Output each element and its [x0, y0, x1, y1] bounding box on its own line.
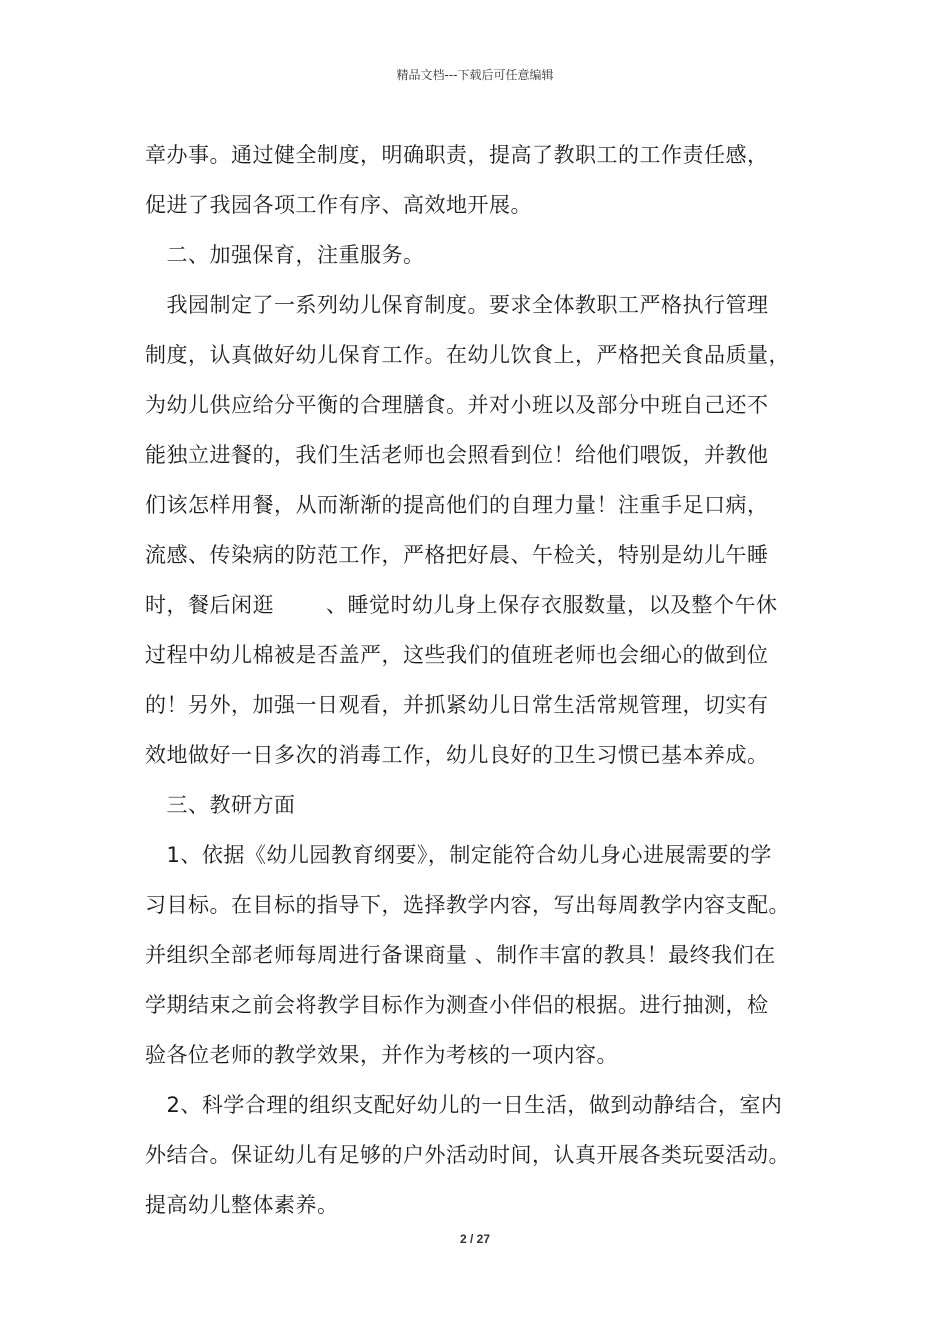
text-segment: 时，餐后闲逛: [145, 593, 274, 617]
text-line: 验各位老师的教学效果，并作为考核的一项内容。: [145, 1043, 618, 1067]
text-line: 效地做好一日多次的消毒工作，幼儿良好的卫生习惯已基本养成。: [145, 743, 769, 767]
text-line: 提高幼儿整体素养。: [145, 1193, 339, 1217]
text-line: 的！另外，加强一日观看，并抓紧幼儿日常生活常规管理，切实有: [145, 693, 769, 717]
text-line: 学期结束之前会将教学目标作为测查小伴侣的根据。进行抽测，检: [145, 993, 769, 1017]
text-line: 制度，认真做好幼儿保育工作。在幼儿饮食上，严格把关食品质量，: [145, 343, 790, 367]
text-line: 们该怎样用餐，从而渐渐的提高他们的自理力量！注重手足口病，: [145, 493, 769, 517]
page-header: 精品文档---下载后可任意编辑: [396, 68, 554, 82]
page-number: 2 / 27: [459, 1232, 491, 1246]
section-heading: 三、教研方面: [145, 793, 296, 817]
document-body: [145, 130, 825, 1230]
text-line: [145, 580, 825, 630]
section-heading: 二、加强保育，注重服务。: [145, 243, 425, 267]
text-line: 流感、传染病的防范工作，严格把好晨、午检关，特别是幼儿午睡: [145, 543, 769, 567]
text-line: 1、依据《幼儿园教育纲要》，制定能符合幼儿身心进展需要的学: [145, 843, 772, 867]
text-line: 我园制定了一系列幼儿保育制度。要求全体教职工严格执行管理: [145, 293, 769, 317]
text-line: 并组织全部老师每周进行备课商量 、制作丰富的教具！最终我们在: [145, 943, 776, 967]
text-line: 习目标。在目标的指导下，选择教学内容，写出每周教学内容支配。: [145, 893, 790, 917]
text-line: 为幼儿供应给分平衡的合理膳食。并对小班以及部分中班自己还不: [145, 393, 769, 417]
text-line: 能独立进餐的，我们生活老师也会照看到位！给他们喂饭，并教他: [145, 443, 769, 467]
text-segment: 、睡觉时幼儿身上保存衣服数量，以及整个午休: [326, 593, 778, 617]
text-line: 促进了我园各项工作有序、高效地开展。: [145, 193, 532, 217]
text-line: 过程中幼儿棉被是否盖严，这些我们的值班老师也会细心的做到位: [145, 643, 769, 667]
text-line: 章办事。通过健全制度，明确职责，提高了教职工的工作责任感，: [145, 143, 769, 167]
text-line: 外结合。保证幼儿有足够的户外活动时间，认真开展各类玩耍活动。: [145, 1143, 790, 1167]
text-line: 2、科学合理的组织支配好幼儿的一日生活，做到动静结合，室内: [145, 1093, 783, 1117]
